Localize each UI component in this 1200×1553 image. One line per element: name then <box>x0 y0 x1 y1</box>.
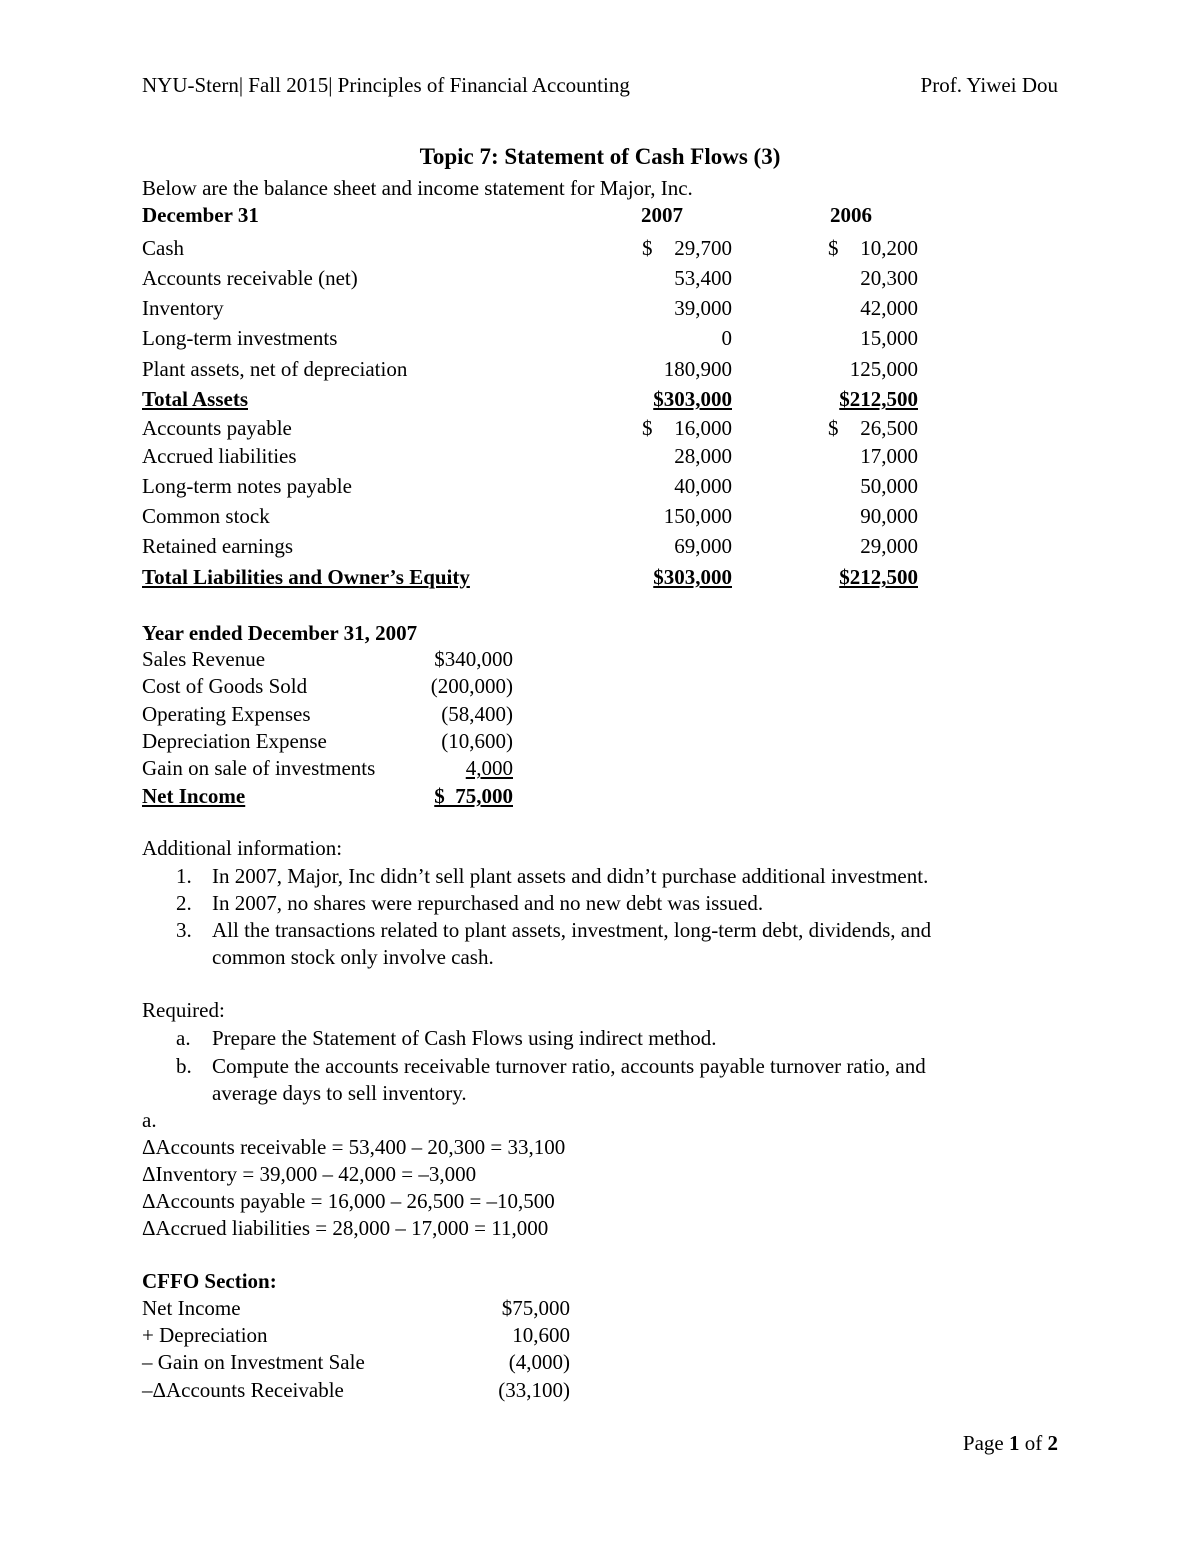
bs-value-2007: 28,000 <box>674 444 732 468</box>
balance-sheet-row <box>142 444 922 474</box>
income-statement-row <box>142 647 517 674</box>
required-item-letter: b. <box>176 1054 192 1078</box>
cffo-row-value: 10,600 <box>512 1323 570 1347</box>
income-statement-row <box>142 674 517 701</box>
additional-item-number: 1. <box>176 864 192 888</box>
additional-item-number: 3. <box>176 918 192 942</box>
bs-value-2006: 50,000 <box>860 474 918 498</box>
cffo-row-label: + Depreciation <box>142 1323 268 1347</box>
is-row-label: Sales Revenue <box>142 647 266 671</box>
balance-sheet-row <box>142 236 922 266</box>
bs-row-label: Total Liabilities and Owner’s Equity <box>142 565 470 589</box>
balance-sheet-row <box>142 326 922 356</box>
required-item-text: Compute the accounts receivable turnover ratio, accounts payable turnover ratio, and <box>212 1054 926 1078</box>
bs-value-2007: 180,900 <box>663 357 732 381</box>
bs-value-2006: 90,000 <box>860 504 918 528</box>
page-number <box>963 1431 1058 1455</box>
page-title: Topic 7: Statement of Cash Flows (3) <box>419 144 781 169</box>
header-course: NYU-Stern| Fall 2015| Principles of Financial Accounting <box>142 73 630 97</box>
bs-value-2007: 40,000 <box>674 474 732 498</box>
cffo-row-label: – Gain on Investment Sale <box>142 1350 365 1374</box>
is-row-value: (200,000) <box>430 674 513 698</box>
is-row-label: Cost of Goods Sold <box>142 674 308 698</box>
cffo-row-label: –ΔAccounts Receivable <box>142 1378 344 1402</box>
required-item-b-cont: average days to sell inventory. <box>212 1081 467 1105</box>
bs-row-label: Inventory <box>142 296 224 320</box>
bs-value-2006: 42,000 <box>860 296 918 320</box>
bs-value-2006: 17,000 <box>860 444 918 468</box>
cffo-row <box>142 1350 570 1377</box>
cffo-row <box>142 1296 570 1323</box>
bs-row-label: Accounts payable <box>142 416 292 440</box>
balance-sheet-row <box>142 387 922 417</box>
income-statement-row <box>142 702 517 729</box>
cffo-row-value: (4,000) <box>508 1350 570 1374</box>
bs-value-2007: $303,000 <box>653 565 732 589</box>
answer-line: ΔAccounts payable = 16,000 – 26,500 = –10,500 <box>142 1189 555 1213</box>
bs-row-label: Accrued liabilities <box>142 444 297 468</box>
additional-item-number: 2. <box>176 891 192 915</box>
additional-item-text: In 2007, Major, Inc didn’t sell plant assets and didn’t purchase additional investment. <box>212 864 929 888</box>
answer-line: ΔAccounts receivable = 53,400 – 20,300 = 33,100 <box>142 1135 566 1159</box>
bs-value-2006: $212,500 <box>839 387 918 411</box>
bs-currency-2006: $ <box>828 416 839 440</box>
income-statement-row <box>142 729 517 756</box>
header-professor: Prof. Yiwei Dou <box>920 73 1058 97</box>
balance-sheet-row <box>142 357 922 387</box>
bs-row-label: Common stock <box>142 504 270 528</box>
is-row-value: 4,000 <box>465 756 513 780</box>
additional-item-text: In 2007, no shares were repurchased and no new debt was issued. <box>212 891 764 915</box>
bs-currency-2006: $ <box>828 236 839 260</box>
bs-row-label: Long-term notes payable <box>142 474 352 498</box>
bs-value-2006: 15,000 <box>860 326 918 350</box>
bs-currency-2007: $ <box>642 236 653 260</box>
bs-header-2007: 2007 <box>641 203 683 227</box>
income-statement-row <box>142 784 517 811</box>
income-statement-heading: Year ended December 31, 2007 <box>142 621 418 645</box>
cffo-row-value: (33,100) <box>498 1378 570 1402</box>
balance-sheet-row <box>142 534 922 564</box>
cffo-row-value: $75,000 <box>501 1296 570 1320</box>
required-item-text: Prepare the Statement of Cash Flows using indirect method. <box>212 1026 717 1050</box>
bs-value-2007: $303,000 <box>653 387 732 411</box>
bs-value-2006: 29,000 <box>860 534 918 558</box>
answer-label: a. <box>142 1108 157 1132</box>
balance-sheet-row <box>142 565 922 595</box>
balance-sheet-header <box>142 203 922 233</box>
bs-value-2007: 39,000 <box>674 296 732 320</box>
bs-currency-2007: $ <box>642 416 653 440</box>
bs-value-2006: 20,300 <box>860 266 918 290</box>
is-row-label: Gain on sale of investments <box>142 756 376 780</box>
required-heading: Required: <box>142 998 225 1022</box>
page-current: 1 <box>1009 1431 1020 1455</box>
bs-row-label: Retained earnings <box>142 534 294 558</box>
bs-value-2007: 53,400 <box>674 266 732 290</box>
additional-heading: Additional information: <box>142 836 343 860</box>
balance-sheet-row <box>142 504 922 534</box>
is-row-label: Operating Expenses <box>142 702 311 726</box>
additional-item-3-cont: common stock only involve cash. <box>212 945 494 969</box>
balance-sheet-row <box>142 266 922 296</box>
bs-row-label: Long-term investments <box>142 326 338 350</box>
is-row-label: Depreciation Expense <box>142 729 327 753</box>
bs-value-2006: 10,200 <box>860 236 918 260</box>
is-row-value: (58,400) <box>441 702 513 726</box>
required-item-letter: a. <box>176 1026 191 1050</box>
bs-header-2006: 2006 <box>830 203 872 227</box>
page-mid: of <box>1019 1431 1048 1455</box>
bs-value-2006: $212,500 <box>839 565 918 589</box>
page-prefix: Page <box>962 1431 1009 1455</box>
answer-line: ΔInventory = 39,000 – 42,000 = –3,000 <box>142 1162 477 1186</box>
cffo-row <box>142 1378 570 1405</box>
balance-sheet-row <box>142 474 922 504</box>
cffo-heading: CFFO Section: <box>142 1269 277 1293</box>
cffo-row <box>142 1323 570 1350</box>
bs-value-2007: 16,000 <box>674 416 732 440</box>
bs-header-label: December 31 <box>142 203 259 227</box>
balance-sheet-row <box>142 416 922 446</box>
page-total: 2 <box>1047 1431 1058 1455</box>
is-row-label: Net Income <box>142 784 246 808</box>
is-row-value: $340,000 <box>434 647 513 671</box>
is-row-value: $ 75,000 <box>434 784 513 808</box>
bs-row-label: Total Assets <box>142 387 248 411</box>
bs-row-label: Cash <box>142 236 184 260</box>
income-statement-row <box>142 756 517 783</box>
intro-text: Below are the balance sheet and income statement for Major, Inc. <box>142 176 693 200</box>
bs-value-2006: 125,000 <box>849 357 918 381</box>
cffo-row-label: Net Income <box>142 1296 241 1320</box>
bs-row-label: Accounts receivable (net) <box>142 266 358 290</box>
answer-line: ΔAccrued liabilities = 28,000 – 17,000 = 11,000 <box>142 1216 549 1240</box>
is-row-value: (10,600) <box>441 729 513 753</box>
bs-value-2007: 0 <box>721 326 732 350</box>
additional-item-text: All the transactions related to plant assets, investment, long-term debt, dividends, and <box>212 918 932 942</box>
bs-value-2006: 26,500 <box>860 416 918 440</box>
bs-value-2007: 69,000 <box>674 534 732 558</box>
bs-row-label: Plant assets, net of depreciation <box>142 357 408 381</box>
balance-sheet-row <box>142 296 922 326</box>
bs-value-2007: 29,700 <box>674 236 732 260</box>
bs-value-2007: 150,000 <box>663 504 732 528</box>
